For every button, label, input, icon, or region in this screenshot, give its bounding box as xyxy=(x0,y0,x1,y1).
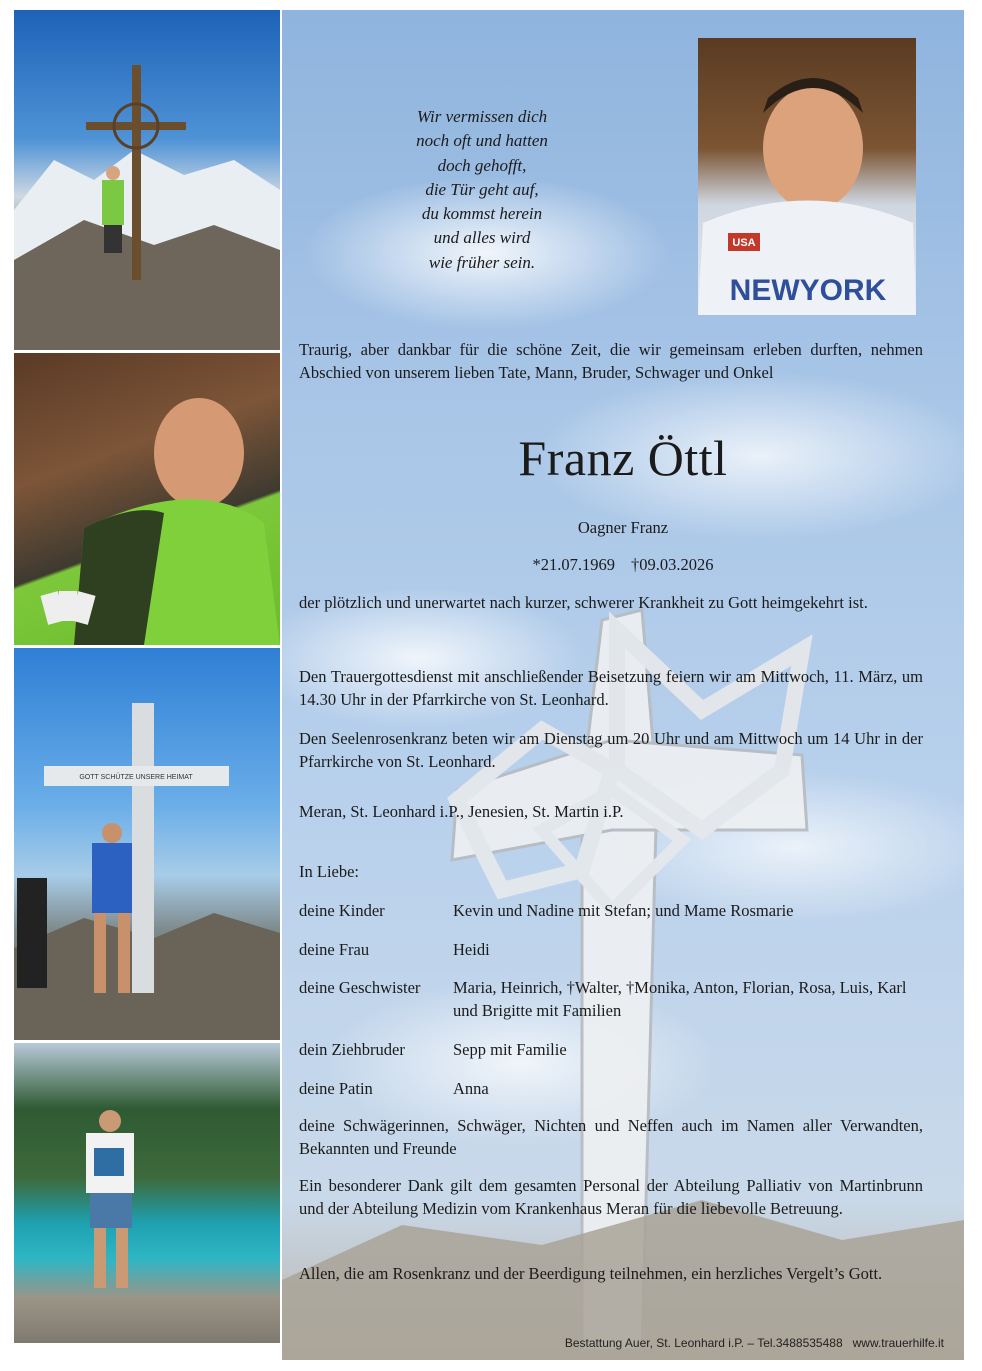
mourner-label: deine Frau xyxy=(299,940,370,959)
thanks-text: Ein besonderer Dank gilt dem gesamten Personal der Abteilung Palliativ von Martinbrunn und der Abteilung Medizin vom Krankenhaus Meran für die liebevolle Betreuung. xyxy=(299,1176,923,1218)
mourner-label: deine Geschwister xyxy=(299,978,421,997)
mourner-label: deine Kinder xyxy=(299,901,385,920)
notice-panel xyxy=(282,10,964,1360)
deceased-name: Franz Öttl xyxy=(518,430,728,486)
shirt-print-text: NEWYORK xyxy=(729,274,887,307)
cross-sign-text: GOTT SCHÜTZE UNSERE HEIMAT xyxy=(79,774,193,781)
photo-summit-cross-blue xyxy=(14,648,280,1040)
poem-line: wie früher sein. xyxy=(428,252,536,272)
undertaker-info: Bestattung Auer, St. Leonhard i.P. – Tel.3488535488 xyxy=(564,1336,843,1350)
poem-line: und alles wird xyxy=(433,228,531,248)
website-link[interactable]: www.trauerhilfe.it xyxy=(852,1336,944,1350)
mourner-label: deine Patin xyxy=(299,1079,373,1098)
places-line: Meran, St. Leonhard i.P., Jenesien, St. Martin i.P. xyxy=(299,802,624,821)
rosary-info: Den Seelenrosenkranz beten wir am Dienstag um 20 Uhr und am Mittwoch um 14 Uhr in der Pfarrkirche von St. Leonhard. xyxy=(299,729,923,771)
poem-line: doch gehofft, xyxy=(437,155,527,175)
funeral-info: Den Trauergottesdienst mit anschließender Beisetzung feiern wir am Mittwoch, 11. März, um 14.30 Uhr in der Pfarrkirche von St. Leonhard. xyxy=(299,667,923,709)
memorial-poem xyxy=(392,105,572,275)
shirt-badge-text: USA xyxy=(732,237,756,249)
mourner-label: dein Ziehbruder xyxy=(299,1040,405,1059)
inlaws-text: deine Schwägerinnen, Schwäger, Nichten und Neffen auch im Namen aller Verwandten, Bekannten und Freunde xyxy=(299,1116,923,1158)
mourner-names: Anna xyxy=(453,1079,489,1098)
portrait-photo xyxy=(698,38,916,315)
intro-text: Traurig, aber dankbar für die schöne Zeit, die wir gemeinsam erleben durften, nehmen Abschied von unserem lieben Tate, Mann, Bruder, Schwager und Onkel xyxy=(299,340,923,382)
photo-summit-cross xyxy=(14,10,280,350)
poem-line: Wir vermissen dich xyxy=(416,107,548,126)
footer xyxy=(565,1336,944,1350)
mourner-names: Heidi xyxy=(453,940,490,959)
nickname: Oagner Franz xyxy=(577,518,669,537)
mourner-names: Maria, Heinrich, †Walter, †Monika, Anton, Florian, Rosa, Luis, Karl und Brigitte mit Familien xyxy=(453,978,907,1020)
mourner-names: Kevin und Nadine mit Stefan; und Mame Rosmarie xyxy=(453,901,794,920)
life-dates xyxy=(282,553,964,576)
poem-line: noch oft und hatten xyxy=(416,131,548,151)
death-date: †09.03.2026 xyxy=(631,555,714,574)
poem-line: du kommst herein xyxy=(421,204,543,224)
photo-card-player xyxy=(14,353,280,645)
birth-date: *21.07.1969 xyxy=(532,555,615,574)
mourner-names: Sepp mit Familie xyxy=(453,1040,567,1059)
passing-text: der plötzlich und unerwartet nach kurzer, schwerer Krankheit zu Gott heimgekehrt ist. xyxy=(299,593,868,612)
closing-text: Allen, die am Rosenkranz und der Beerdigung teilnehmen, ein herzliches Vergelt’s Gott. xyxy=(299,1264,883,1283)
photo-lake xyxy=(14,1043,280,1343)
poem-line: die Tür geht auf, xyxy=(425,179,539,199)
in-love-heading: In Liebe: xyxy=(299,862,360,881)
